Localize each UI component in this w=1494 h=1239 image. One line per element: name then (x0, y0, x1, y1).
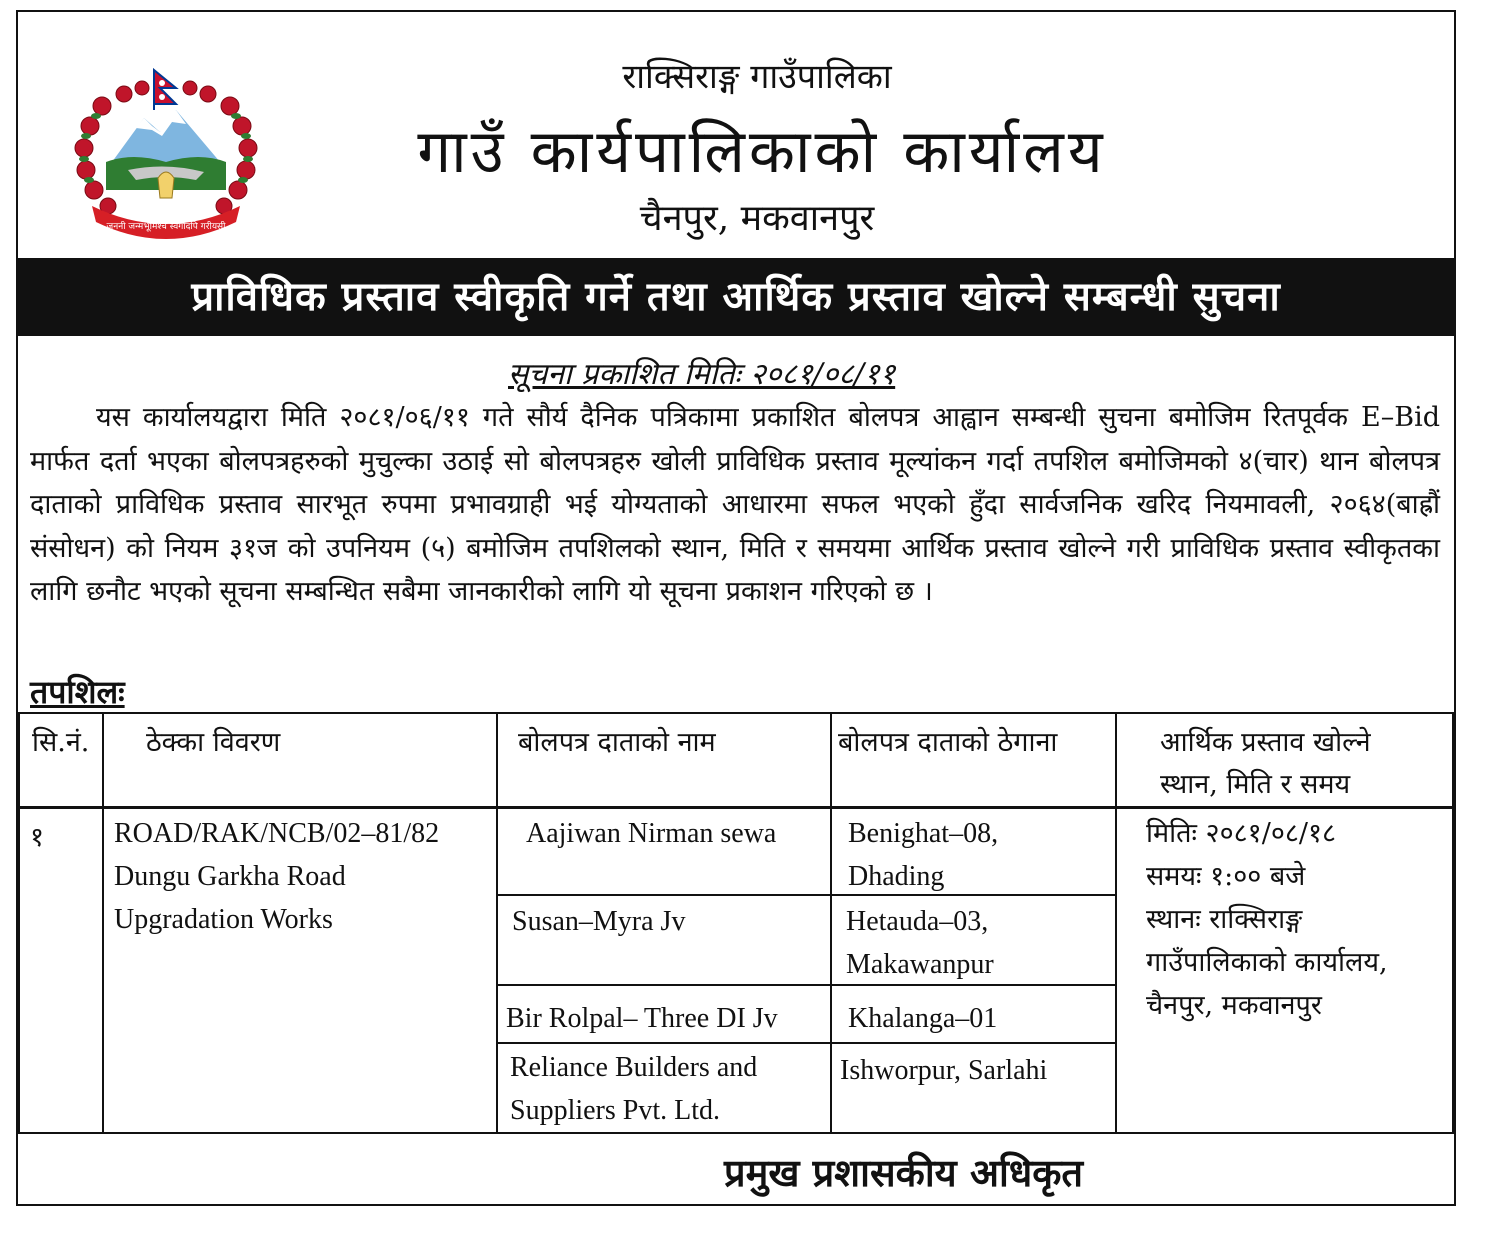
office-name: गाउँ कार्यपालिकाको कार्यालय (417, 117, 1107, 187)
table-rule (18, 806, 1454, 809)
contract-id: ROAD/RAK/NCB/02–81/82 (114, 818, 440, 849)
table-rule (496, 712, 498, 1134)
bidder-address: Dhading (848, 861, 945, 892)
header-opening: आर्थिक प्रस्ताव खोल्ने (1160, 727, 1371, 758)
opening-date: मितिः २०८१/०८/१८ (1146, 818, 1337, 849)
opening-place: स्थानः राक्सिराङ्ग (1146, 904, 1303, 935)
table-rule (498, 894, 1116, 896)
header-contract: ठेक्का विवरण (146, 727, 281, 758)
table-rule (102, 712, 104, 1134)
municipality-name: राक्सिराङ्ग गाउँपालिका (622, 57, 892, 97)
office-location: चैनपुर, मकवानपुर (639, 198, 875, 239)
notice-title: प्राविधिक प्रस्ताव स्वीकृति गर्ने तथा आर्थिक प्रस्ताव खोल्ने सम्बन्धी सुचना (18, 258, 1454, 336)
bidder-address: Khalanga–01 (848, 1003, 998, 1034)
table-rule (18, 712, 1454, 714)
bidder-address: Makawanpur (846, 949, 994, 980)
bidder-name: Bir Rolpal– Three DI Jv (506, 1003, 778, 1034)
table-rule (1452, 712, 1454, 1134)
header-sn: सि.नं. (32, 727, 90, 758)
opening-place: चैनपुर, मकवानपुर (1146, 990, 1322, 1021)
header-opening-sub: स्थान, मिति र समय (1160, 769, 1351, 800)
bidder-address: Ishworpur, Sarlahi (840, 1055, 1048, 1086)
published-date: सूचना प्रकाशित मितिः २०८१/०८/११ (508, 357, 896, 392)
svg-text:जननी जन्मभूमिश्च स्वर्गादपि गर: जननी जन्मभूमिश्च स्वर्गादपि गरीयसी (106, 222, 226, 232)
notice-body: यस कार्यालयद्वारा मिति २०८१/०६/११ गते सौर्य दैनिक पत्रिकामा प्रकाशित बोलपत्र आह्वान सम्बन्धी सुचना बमोजिम रितपूर्वक E–Bid मार्फत दर्ता भएका बोलपत्रहरुको मुचुल्का उठाई सो बोलपत्रहरु खोली प्राविधिक प्रस्ताव मूल्यांकन गर्दा तपशिल बमोजिमको ४(चार) थान बोलपत्र दाताको प्राविधिक प्रस्ताव सारभूत रुपमा प्रभावग्राही भई योग्यताको आधारमा सफल भएको हुँदा सार्वजनिक खरिद नियमावली, २०६४(बाह्रौं संसोधन) को नियम ३१ज को उपनियम (५) बमोजिम तपशिलको स्थान, मिति र समयमा आर्थिक प्रस्ताव खोल्ने गरी प्राविधिक प्रस्ताव स्वीकृतका लागि छनौट भएको सूचना सम्बन्धित सबैमा जानकारीको लागि यो सूचना प्रकाशन गरिएको छ । (30, 402, 1440, 607)
opening-place: गाउँपालिकाको कार्यालय, (1146, 947, 1388, 978)
row-sn: १ (30, 822, 45, 853)
header-bidder-address: बोलपत्र दाताको ठेगाना (838, 727, 1058, 758)
bidder-name: Aajiwan Nirman sewa (526, 818, 777, 849)
contract-name-cont: Upgradation Works (114, 904, 333, 935)
table-rule (498, 984, 1116, 986)
table-rule (498, 1042, 1116, 1044)
opening-time: समयः १:०० बजे (1146, 861, 1306, 892)
bidder-address: Benighat–08, (848, 818, 999, 849)
table-rule (18, 712, 20, 1134)
schedule-label: तपशिलः (30, 673, 125, 711)
bidder-name: Susan–Myra Jv (512, 906, 686, 937)
header-bidder-name: बोलपत्र दाताको नाम (518, 727, 716, 758)
contract-name: Dungu Garkha Road (114, 861, 346, 892)
table-rule (18, 1132, 1454, 1134)
bidder-name: Suppliers Pvt. Ltd. (510, 1095, 721, 1126)
table-rule (1115, 712, 1117, 1134)
signature-title: प्रमुख प्रशासकीय अधिकृत (724, 1151, 1084, 1195)
bidder-name: Reliance Builders and (510, 1052, 758, 1083)
table-rule (830, 712, 832, 1134)
bidder-address: Hetauda–03, (846, 906, 989, 937)
